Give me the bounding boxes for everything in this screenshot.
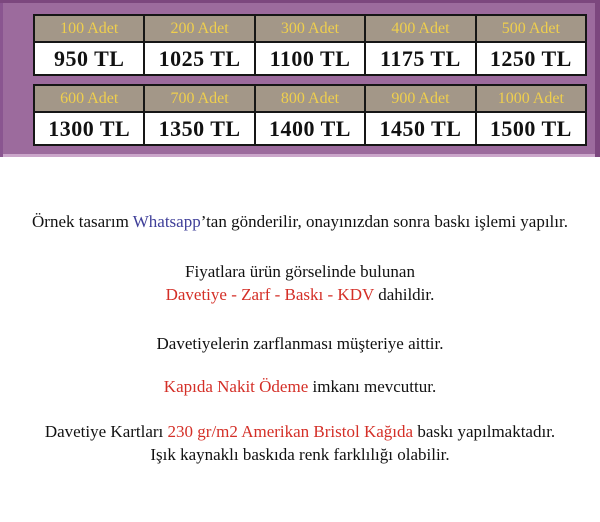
qty-header-cell: 600 Adet (35, 86, 143, 111)
price-table-1 (33, 14, 587, 76)
paper-spec-highlight: 230 gr/m2 Amerikan Bristol Kağıda (167, 422, 414, 441)
qty-header-cell: 700 Adet (143, 86, 253, 111)
info-line-price-includes (0, 260, 600, 306)
info-line-enveloping (0, 332, 600, 355)
price-value-row (35, 113, 585, 144)
price-cell: 1500 TL (475, 113, 585, 144)
price-cell: 1025 TL (143, 43, 253, 74)
pricing-banner (0, 0, 600, 157)
qty-header-cell: 200 Adet (143, 16, 253, 41)
price-cell: 1350 TL (143, 113, 253, 144)
line2-text: Fiyatlara ürün görselinde bulunan (185, 262, 415, 281)
included-items-highlight: Davetiye - Zarf - Baskı - KDV (165, 285, 374, 304)
quantity-header-row (35, 86, 585, 113)
price-value-row (35, 43, 585, 74)
info-line-sample-design (0, 210, 600, 234)
line6-post: baskı yapılmaktadır. (413, 422, 556, 441)
price-cell: 1100 TL (254, 43, 364, 74)
line6-pre: Davetiye Kartları (44, 422, 168, 441)
price-table-2 (33, 84, 587, 146)
qty-header-cell: 1000 Adet (475, 86, 585, 111)
info-text-block (0, 210, 600, 466)
price-cell: 1250 TL (475, 43, 585, 74)
price-cell: 1175 TL (364, 43, 474, 74)
line3-post: dahildir. (373, 285, 435, 304)
qty-header-cell: 800 Adet (254, 86, 364, 111)
cash-payment-highlight: Kapıda Nakit Ödeme (163, 377, 309, 396)
line7-text: Işık kaynaklı baskıda renk farklılığı olabilir. (150, 445, 450, 464)
price-cell: 1450 TL (364, 113, 474, 144)
line1-pre: Örnek tasarım (32, 212, 133, 231)
qty-header-cell: 500 Adet (475, 16, 585, 41)
whatsapp-brand-text: Whatsapp (132, 212, 201, 231)
price-cell: 950 TL (35, 43, 143, 74)
info-line-cash-on-delivery (0, 375, 600, 398)
quantity-header-row (35, 16, 585, 43)
line5-post: imkanı mevcuttur. (308, 377, 437, 396)
qty-header-cell: 400 Adet (364, 16, 474, 41)
qty-header-cell: 100 Adet (35, 16, 143, 41)
qty-header-cell: 300 Adet (254, 16, 364, 41)
line1-post: ’tan gönderilir, onayınızdan sonra baskı işlemi yapılır. (200, 212, 568, 231)
info-line-paper-type (0, 420, 600, 466)
line4-text: Davetiyelerin zarflanması müşteriye aittir. (156, 334, 444, 353)
qty-header-cell: 900 Adet (364, 86, 474, 111)
price-cell: 1400 TL (254, 113, 364, 144)
price-cell: 1300 TL (35, 113, 143, 144)
